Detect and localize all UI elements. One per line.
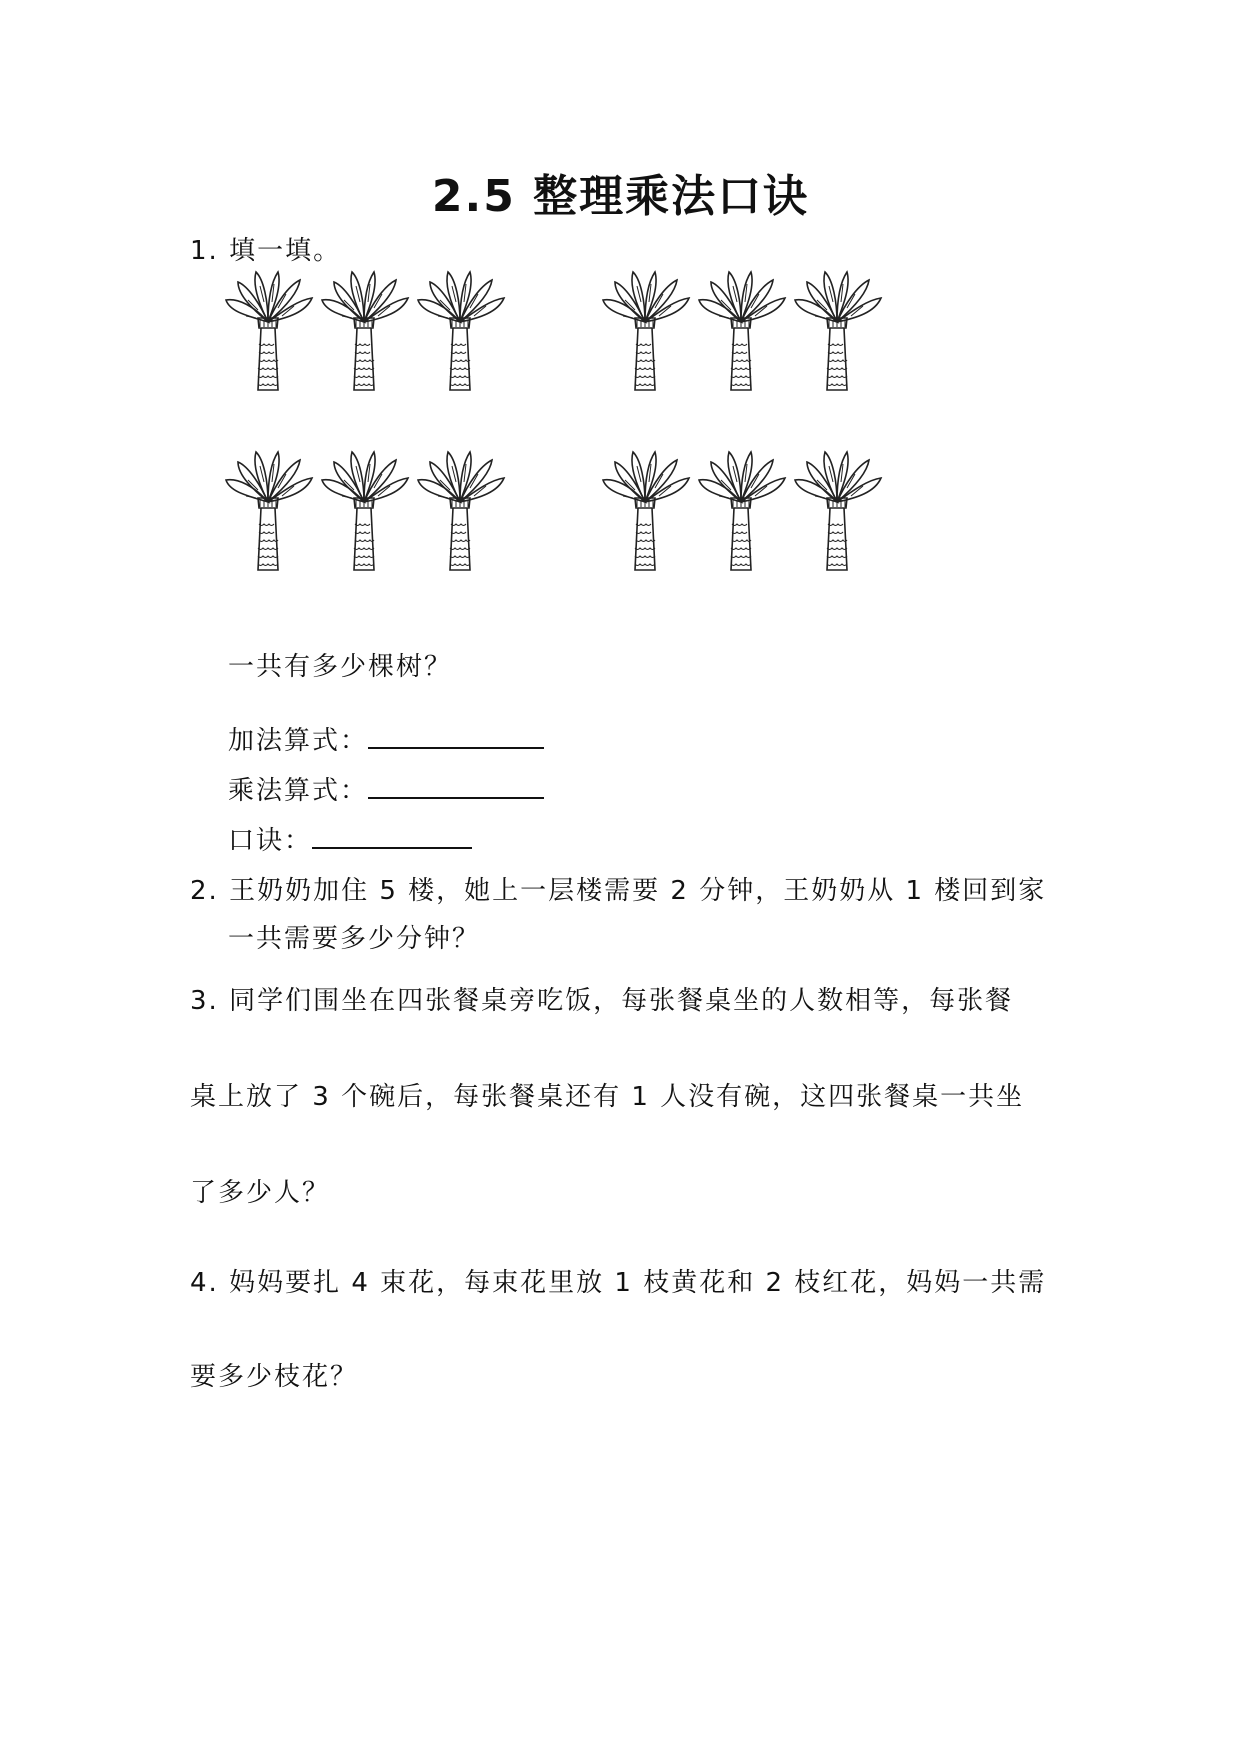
palm-tree-icon (603, 272, 689, 390)
palm-tree-icon (418, 272, 504, 390)
palm-tree-icon (795, 452, 881, 570)
question-3-line-1: 3. 同学们围坐在四张餐桌旁吃饭，每张餐桌坐的人数相等，每张餐 (190, 986, 1014, 1016)
palm-tree-icon (322, 272, 408, 390)
question-2-line-2: 一共需要多少分钟？ (228, 924, 481, 954)
tree-group-4 (603, 452, 881, 570)
tree-group-2 (603, 272, 881, 390)
rhyme-label: 口诀： (228, 826, 313, 856)
question-1-prompt: 一共有多少棵树？ (228, 652, 453, 682)
palm-tree-icon (795, 272, 881, 390)
rhyme-row (228, 820, 472, 857)
palm-tree-icon (226, 272, 312, 390)
page-title: 2.5 整理乘法口诀 (431, 171, 810, 222)
question-3-line-2: 桌上放了 3 个碗后，每张餐桌还有 1 人没有碗，这四张餐桌一共坐 (190, 1082, 1025, 1112)
rhyme-answer-blank[interactable] (312, 821, 472, 849)
palm-tree-icon (699, 452, 785, 570)
palm-tree-icon (322, 452, 408, 570)
addition-row (228, 720, 544, 757)
tree-illustration (0, 0, 1241, 620)
multiplication-row (228, 770, 544, 807)
question-1-label: 1. 填一填。 (190, 236, 342, 266)
palm-tree-icon (418, 452, 504, 570)
palm-tree-icon (226, 452, 312, 570)
tree-group-3 (226, 452, 504, 570)
palm-tree-icon (699, 272, 785, 390)
question-2-line-1: 2. 王奶奶加住 5 楼，她上一层楼需要 2 分钟，王奶奶从 1 楼回到家 (190, 876, 1047, 906)
question-3-line-3: 了多少人？ (190, 1178, 331, 1208)
multiplication-answer-blank[interactable] (368, 771, 544, 799)
addition-label: 加法算式： (228, 726, 369, 756)
addition-answer-blank[interactable] (368, 721, 544, 749)
multiplication-label: 乘法算式： (228, 776, 369, 806)
question-4-line-2: 要多少枝花？ (190, 1362, 359, 1392)
tree-group-1 (226, 272, 504, 390)
question-4-line-1: 4. 妈妈要扎 4 束花，每束花里放 1 枝黄花和 2 枝红花，妈妈一共需 (190, 1268, 1047, 1298)
palm-tree-icon (603, 452, 689, 570)
